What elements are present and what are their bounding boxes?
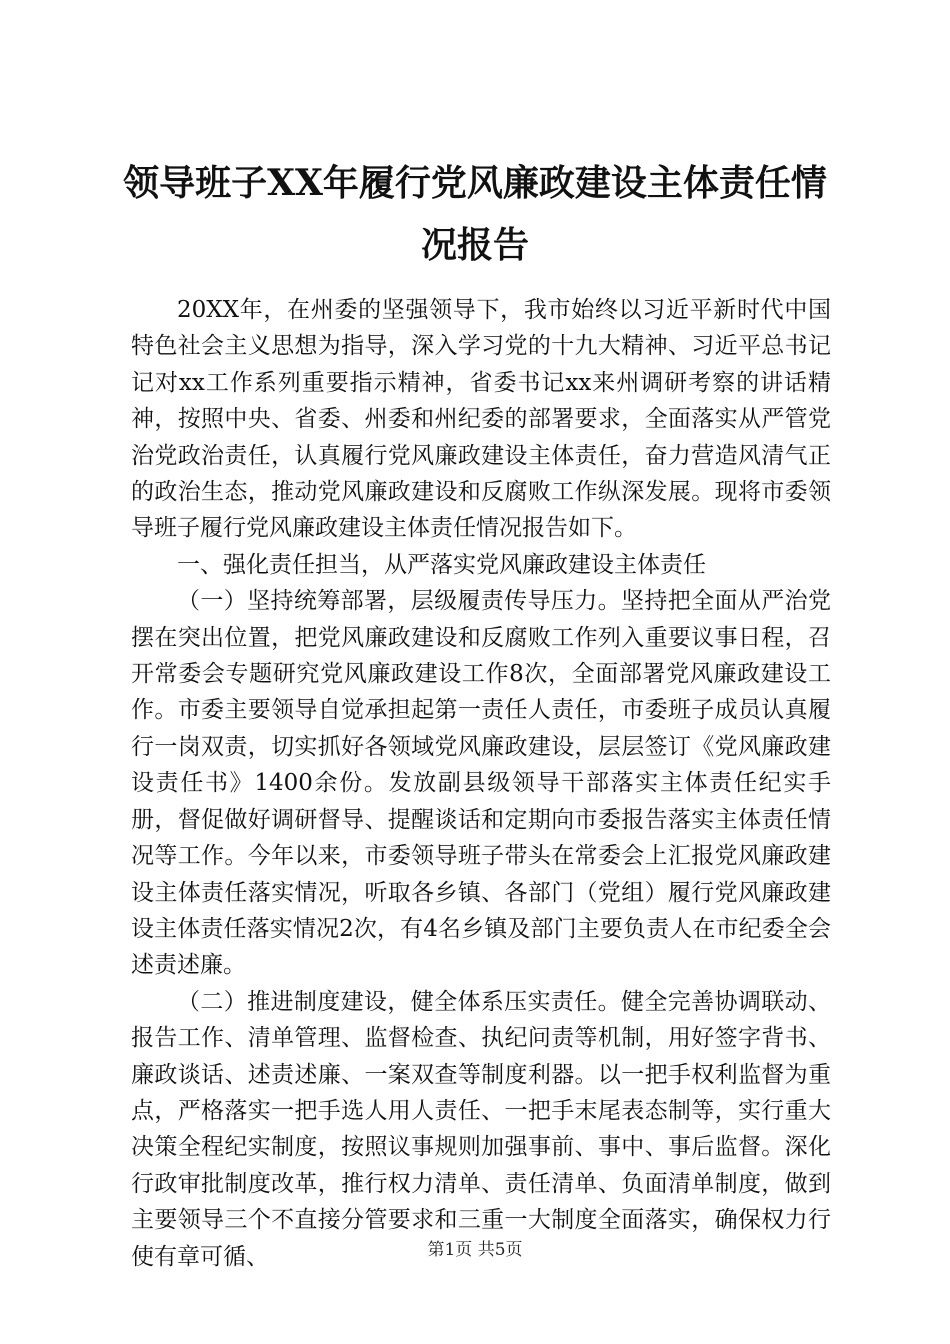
paragraph-subsection-2: （二）推进制度建设，健全体系压实责任。健全完善协调联动、报告工作、清单管理、监督检查、执纪问责等机制，用好签字背书、廉政谈话、述责述廉、一案双查等制度利器。以一把手权利监督为重点，严格落实一把手选人用人责任、一把手末尾表态制等，实行重大决策全程纪实制度，按照议事规则加强事前、事中、事后监督。深化行政审批制度改革，推行权力清单、责任清单、负面清单制度，做到主要领导三个不直接分管要求和三重一大制度全面落实，确保权力行使有章可循、 (131, 988, 831, 1270)
paragraph-intro: 20XX年，在州委的坚强领导下，我市始终以习近平新时代中国特色社会主义思想为指导，深入学习党的十九大精神、习近平总书记记对xx工作系列重要指示精神，省委书记xx来州调研考察的讲话精神，按照中央、省委、州委和州纪委的部署要求，全面落实从严管党治党政治责任，认真履行党风廉政建设主体责任，奋力营造风清气正的政治生态，推动党风廉政建设和反腐败工作纵深发展。现将市委领导班子履行党风廉政建设主体责任情况报告如下。 (131, 297, 831, 542)
page-number-footer: 第1页 共5页 (427, 1240, 523, 1260)
section-heading-1: 一、强化责任担当，从严落实党风廉政建设主体责任 (177, 551, 706, 578)
paragraph-subsection-1: （一）坚持统筹部署，层级履责传导压力。坚持把全面从严治党摆在突出位置，把党风廉政建设和反腐败工作列入重要议事日程，召开常委会专题研究党风廉政建设工作8次，全面部署党风廉政建设工作。市委主要领导自觉承担起第一责任人责任，市委班子成员认真履行一岗双责，切实抓好各领域党风廉政建设，层层签订《党风廉政建设责任书》1400余份。发放副县级领导干部落实主体责任纪实手册，督促做好调研督导、提醒谈话和定期向市委报告落实主体责任情况等工作。今年以来，市委领导班子带头在常委会上汇报党风廉政建设主体责任落实情况，听取各乡镇、各部门（党组）履行党风廉政建设主体责任落实情况2次，有4名乡镇及部门主要负责人在市纪委全会述责述廉。 (131, 588, 831, 979)
document-body (131, 292, 831, 1275)
document-title: 领导班子XX年履行党风廉政建设主体责任情况报告 (123, 162, 827, 266)
